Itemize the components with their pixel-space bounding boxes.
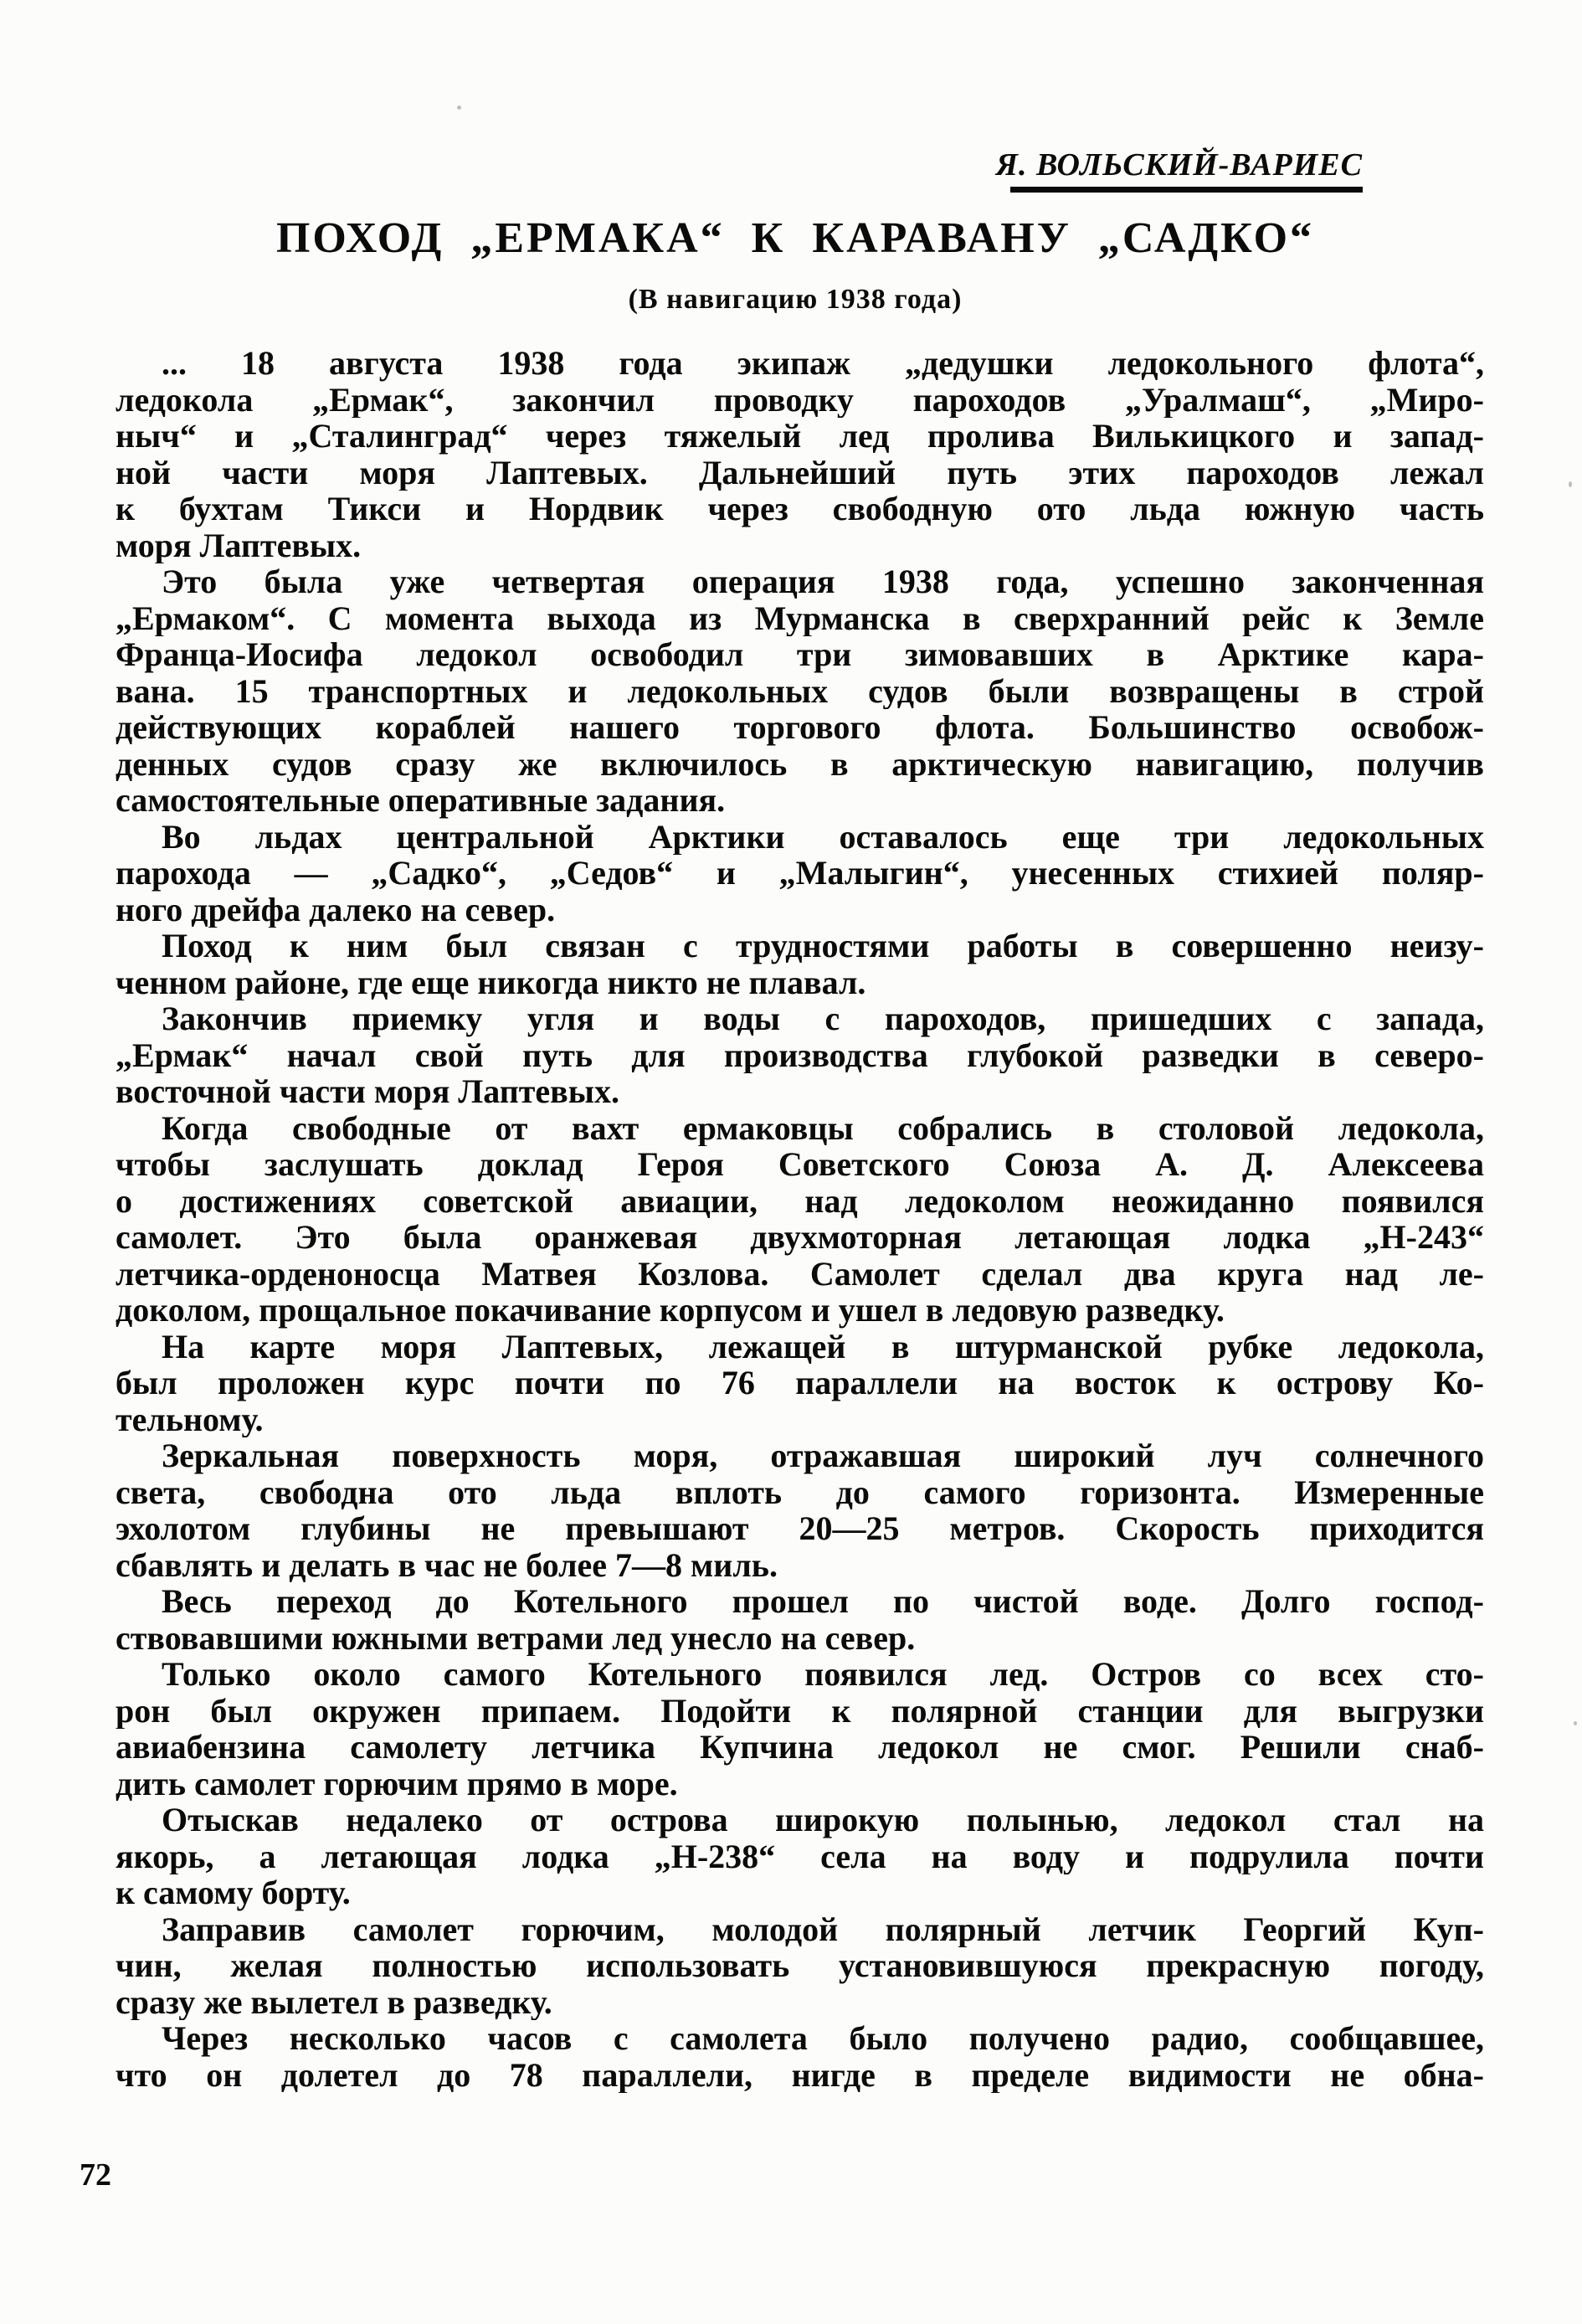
text-line: ныч“ и „Сталинград“ через тяжелый лед пролива Вилькицкого и запад- [116, 418, 1484, 455]
text-line: к самому борту. [116, 1874, 351, 1911]
text-line: чтобы заслушать доклад Героя Советского Союза А. Д. Алексеева [116, 1146, 1484, 1183]
author-name: Я. ВОЛЬСКИЙ-ВАРИЕС [995, 147, 1363, 183]
text-line: ... 18 августа 1938 года экипаж „дедушки ледокольного флота“, [162, 345, 1484, 382]
text-line: ледокола „Ермак“, закончил проводку пароходов „Уралмаш“, „Миро- [116, 381, 1484, 418]
text-line: ного дрейфа далеко на север. [116, 891, 556, 928]
text-line: Заправив самолет горючим, молодой полярный летчик Георгий Куп- [162, 1910, 1484, 1947]
text-line: был проложен курс почти по 76 параллели на восток к острову Ко- [116, 1365, 1484, 1401]
text-line: Во льдах центральной Арктики оставалось еще три ледокольных [162, 818, 1484, 855]
text-line: вана. 15 транспортных и ледокольных судов были возвращены в строй [116, 672, 1484, 709]
text-line: На карте моря Лаптевых, лежащей в штурманской рубке ледокола, [162, 1328, 1484, 1365]
text-line: к бухтам Тикси и Нордвик через свободную ото льда южную часть [116, 491, 1484, 527]
paragraph [116, 1000, 1484, 1110]
paragraph [116, 1656, 1484, 1802]
paragraph [116, 563, 1484, 819]
text-line: тельному. [116, 1401, 264, 1437]
article-subtitle: (В навигацию 1938 года) [628, 284, 963, 315]
text-line: действующих кораблей нашего торгового флота. Большинство освобож- [116, 709, 1484, 746]
text-line: Через несколько часов с самолета было получено радио, сообщавшее, [162, 2020, 1484, 2057]
text-line: что он долетел до 78 параллели, нигде в пределе видимости не обна- [116, 2056, 1484, 2093]
paragraph [116, 1802, 1484, 1911]
text-line: парохода — „Садко“, „Седов“ и „Малыгин“, унесенных стихией поляр- [116, 855, 1484, 892]
text-line: Франца-Иосифа ледокол освободил три зимовавших в Арктике кара- [116, 636, 1484, 673]
paragraph [116, 928, 1484, 1000]
scan-speckle [457, 105, 461, 110]
paragraph [116, 345, 1484, 563]
text-line: летчика-орденоносца Матвея Козлова. Самолет сделал два круга над ле- [116, 1255, 1484, 1292]
article-body [116, 345, 1484, 2093]
paragraph [116, 1110, 1484, 1329]
text-line: авиабензина самолету летчика Купчина ледокол не смог. Решили снаб- [116, 1729, 1484, 1766]
text-line: о достижениях советской авиации, над ледоколом неожиданно появился [116, 1182, 1484, 1219]
text-line: самолет. Это была оранжевая двухмоторная летающая лодка „Н-243“ [116, 1219, 1484, 1256]
paragraph [116, 1437, 1484, 1583]
text-line: Весь переход до Котельного прошел по чистой воде. Долго господ- [162, 1583, 1484, 1620]
text-line: самостоятельные оперативные задания. [116, 782, 726, 819]
text-line: ной части моря Лаптевых. Дальнейший путь этих пароходов лежал [116, 454, 1484, 491]
text-line: „Ермаком“. С момента выхода из Мурманска в сверхранний рейс к Земле [116, 599, 1484, 636]
text-line: моря Лаптевых. [116, 527, 362, 563]
text-line: ствовавшими южными ветрами лед унесло на север. [116, 1619, 916, 1656]
text-line: Это была уже четвертая операция 1938 года, успешно законченная [162, 563, 1484, 600]
text-line: эхолотом глубины не превышают 20—25 метров. Скорость приходится [116, 1510, 1484, 1547]
text-line: Поход к ним был связан с трудностями работы в совершенно неизу- [162, 928, 1484, 964]
paragraph [116, 1583, 1484, 1656]
text-line: сбавлять и делать в час не более 7—8 миль. [116, 1546, 778, 1583]
text-line: денных судов сразу же включилось в арктическую навигацию, получив [116, 745, 1484, 782]
scan-speckle [1569, 481, 1572, 487]
paragraph [116, 1911, 1484, 2021]
text-line: восточной части моря Лаптевых. [116, 1073, 619, 1110]
text-line: Закончив приемку угля и воды с пароходов, пришедших с запада, [162, 1000, 1484, 1037]
text-line: сразу же вылетел в разведку. [116, 1983, 552, 2020]
text-line: „Ермак“ начал свой путь для производства глубокой разведки в северо- [116, 1036, 1484, 1073]
paragraph [116, 819, 1484, 928]
text-line: дить самолет горючим прямо в море. [116, 1765, 678, 1802]
author-block [996, 147, 1363, 193]
scan-speckle [1574, 1721, 1577, 1725]
paragraph [116, 1329, 1484, 1438]
text-line: Зеркальная поверхность моря, отражавшая широкий луч солнечного [162, 1437, 1484, 1474]
text-line: чин, желая полностью использовать установившуюся прекрасную погоду, [116, 1947, 1484, 1984]
paragraph [116, 2020, 1484, 2093]
author-underline [1010, 187, 1363, 193]
article-title: ПОХОД „ЕРМАКА“ К КАРАВАНУ „САДКО“ [275, 214, 1315, 262]
text-line: доколом, прощальное покачивание корпусом и ушел в ледовую разведку. [116, 1292, 1225, 1329]
text-line: ченном районе, где еще никогда никто не плавал. [116, 964, 866, 1000]
page-number: 72 [80, 2157, 111, 2193]
text-line: Когда свободные от вахт ермаковцы собрались в столовой ледокола, [162, 1109, 1484, 1146]
text-line: света, свободна ото льда вплоть до самого горизонта. Измеренные [116, 1473, 1484, 1510]
text-line: якорь, а летающая лодка „Н-238“ села на воду и подрулила почти [116, 1838, 1484, 1874]
text-line: Отыскав недалеко от острова широкую полынью, ледокол стал на [162, 1802, 1484, 1838]
text-line: рон был окружен припаем. Подойти к полярной станции для выгрузки [116, 1692, 1484, 1729]
text-line: Только около самого Котельного появился лед. Остров со всех сто- [162, 1656, 1484, 1693]
